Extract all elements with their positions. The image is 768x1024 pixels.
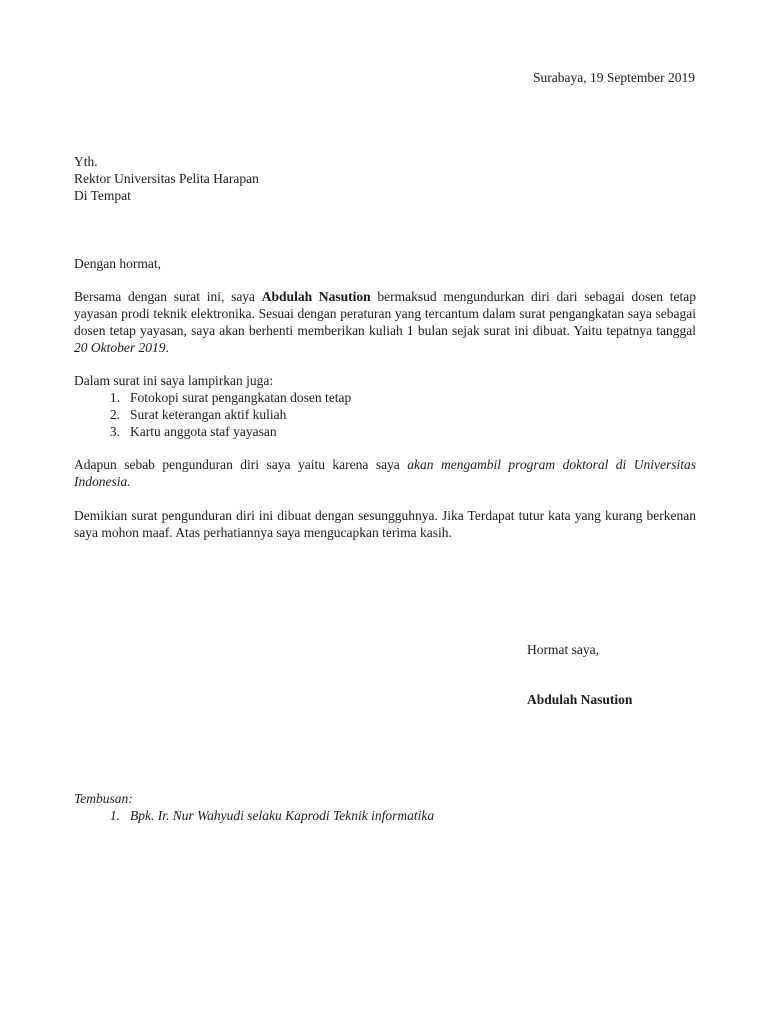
attachments-section — [74, 372, 696, 440]
list-text: Bpk. Ir. Nur Wahyudi selaku Kaprodi Teknik informatika — [130, 808, 435, 823]
list-number: 1. — [109, 808, 120, 823]
list-text: Kartu anggota staf yayasan — [130, 424, 277, 439]
reason-italic: akan mengambil program doktoral di Universitas Indonesia. — [74, 457, 697, 489]
greeting: Dengan hormat, — [74, 256, 161, 271]
effective-date: 20 Oktober 2019 — [74, 340, 166, 355]
list-item — [74, 389, 696, 406]
paragraph-text — [74, 288, 696, 356]
list-item — [74, 406, 696, 423]
cc-label: Tembusan: — [74, 791, 133, 806]
cc-list — [74, 807, 696, 824]
attachments-intro: Dalam surat ini saya lampirkan juga: — [74, 373, 274, 388]
list-number: 3. — [109, 424, 120, 439]
cc-section — [74, 790, 696, 824]
signature-name-text: Abdulah Nasution — [527, 692, 633, 707]
date-line: Surabaya, 19 September 2019 — [533, 70, 695, 85]
list-item — [74, 423, 696, 440]
reason-pre: Adapun sebab pengunduran diri saya yaitu karena saya — [74, 457, 408, 472]
signature-name — [527, 691, 632, 708]
recipient-block — [74, 153, 696, 204]
recipient-salutation: Yth. — [74, 154, 98, 169]
p1-end: . — [165, 340, 169, 355]
closing-paragraph — [74, 507, 696, 541]
reason-paragraph — [74, 456, 696, 490]
list-item — [74, 807, 696, 824]
list-text: Fotokopi surat pengangkatan dosen tetap — [130, 390, 352, 405]
p1-pre: Bersama dengan surat ini, saya — [74, 289, 262, 304]
list-number: 2. — [109, 407, 120, 422]
regards: Hormat saya, — [527, 642, 599, 657]
recipient-name: Rektor Universitas Pelita Harapan — [74, 171, 259, 186]
paragraph-text — [74, 456, 696, 490]
sender-name-inline: Abdulah Nasution — [261, 289, 371, 304]
paragraph-text: Demikian surat pengunduran diri ini dibuat dengan sesungguhnya. Jika Terdapat tutur kata yang kurang berkenan saya mohon maaf. Atas perhatiannya saya mengucapkan terima kasih. — [74, 508, 696, 540]
list-text: Surat keterangan aktif kuliah — [130, 407, 287, 422]
body-paragraph-1 — [74, 288, 696, 356]
attachments-list — [74, 389, 696, 440]
list-number: 1. — [109, 390, 120, 405]
recipient-place: Di Tempat — [74, 188, 131, 203]
p1-mid: bermaksud mengundurkan diri dari sebagai dosen tetap yayasan prodi teknik elektronika. Sesuai dengan peraturan yang tercantum dalam surat pengangkatan saya sebagai dosen tetap yayasan, saya akan berhenti memberikan kuliah 1 bulan sejak surat ini dibuat. Yaitu tepatnya tanggal — [74, 289, 696, 338]
